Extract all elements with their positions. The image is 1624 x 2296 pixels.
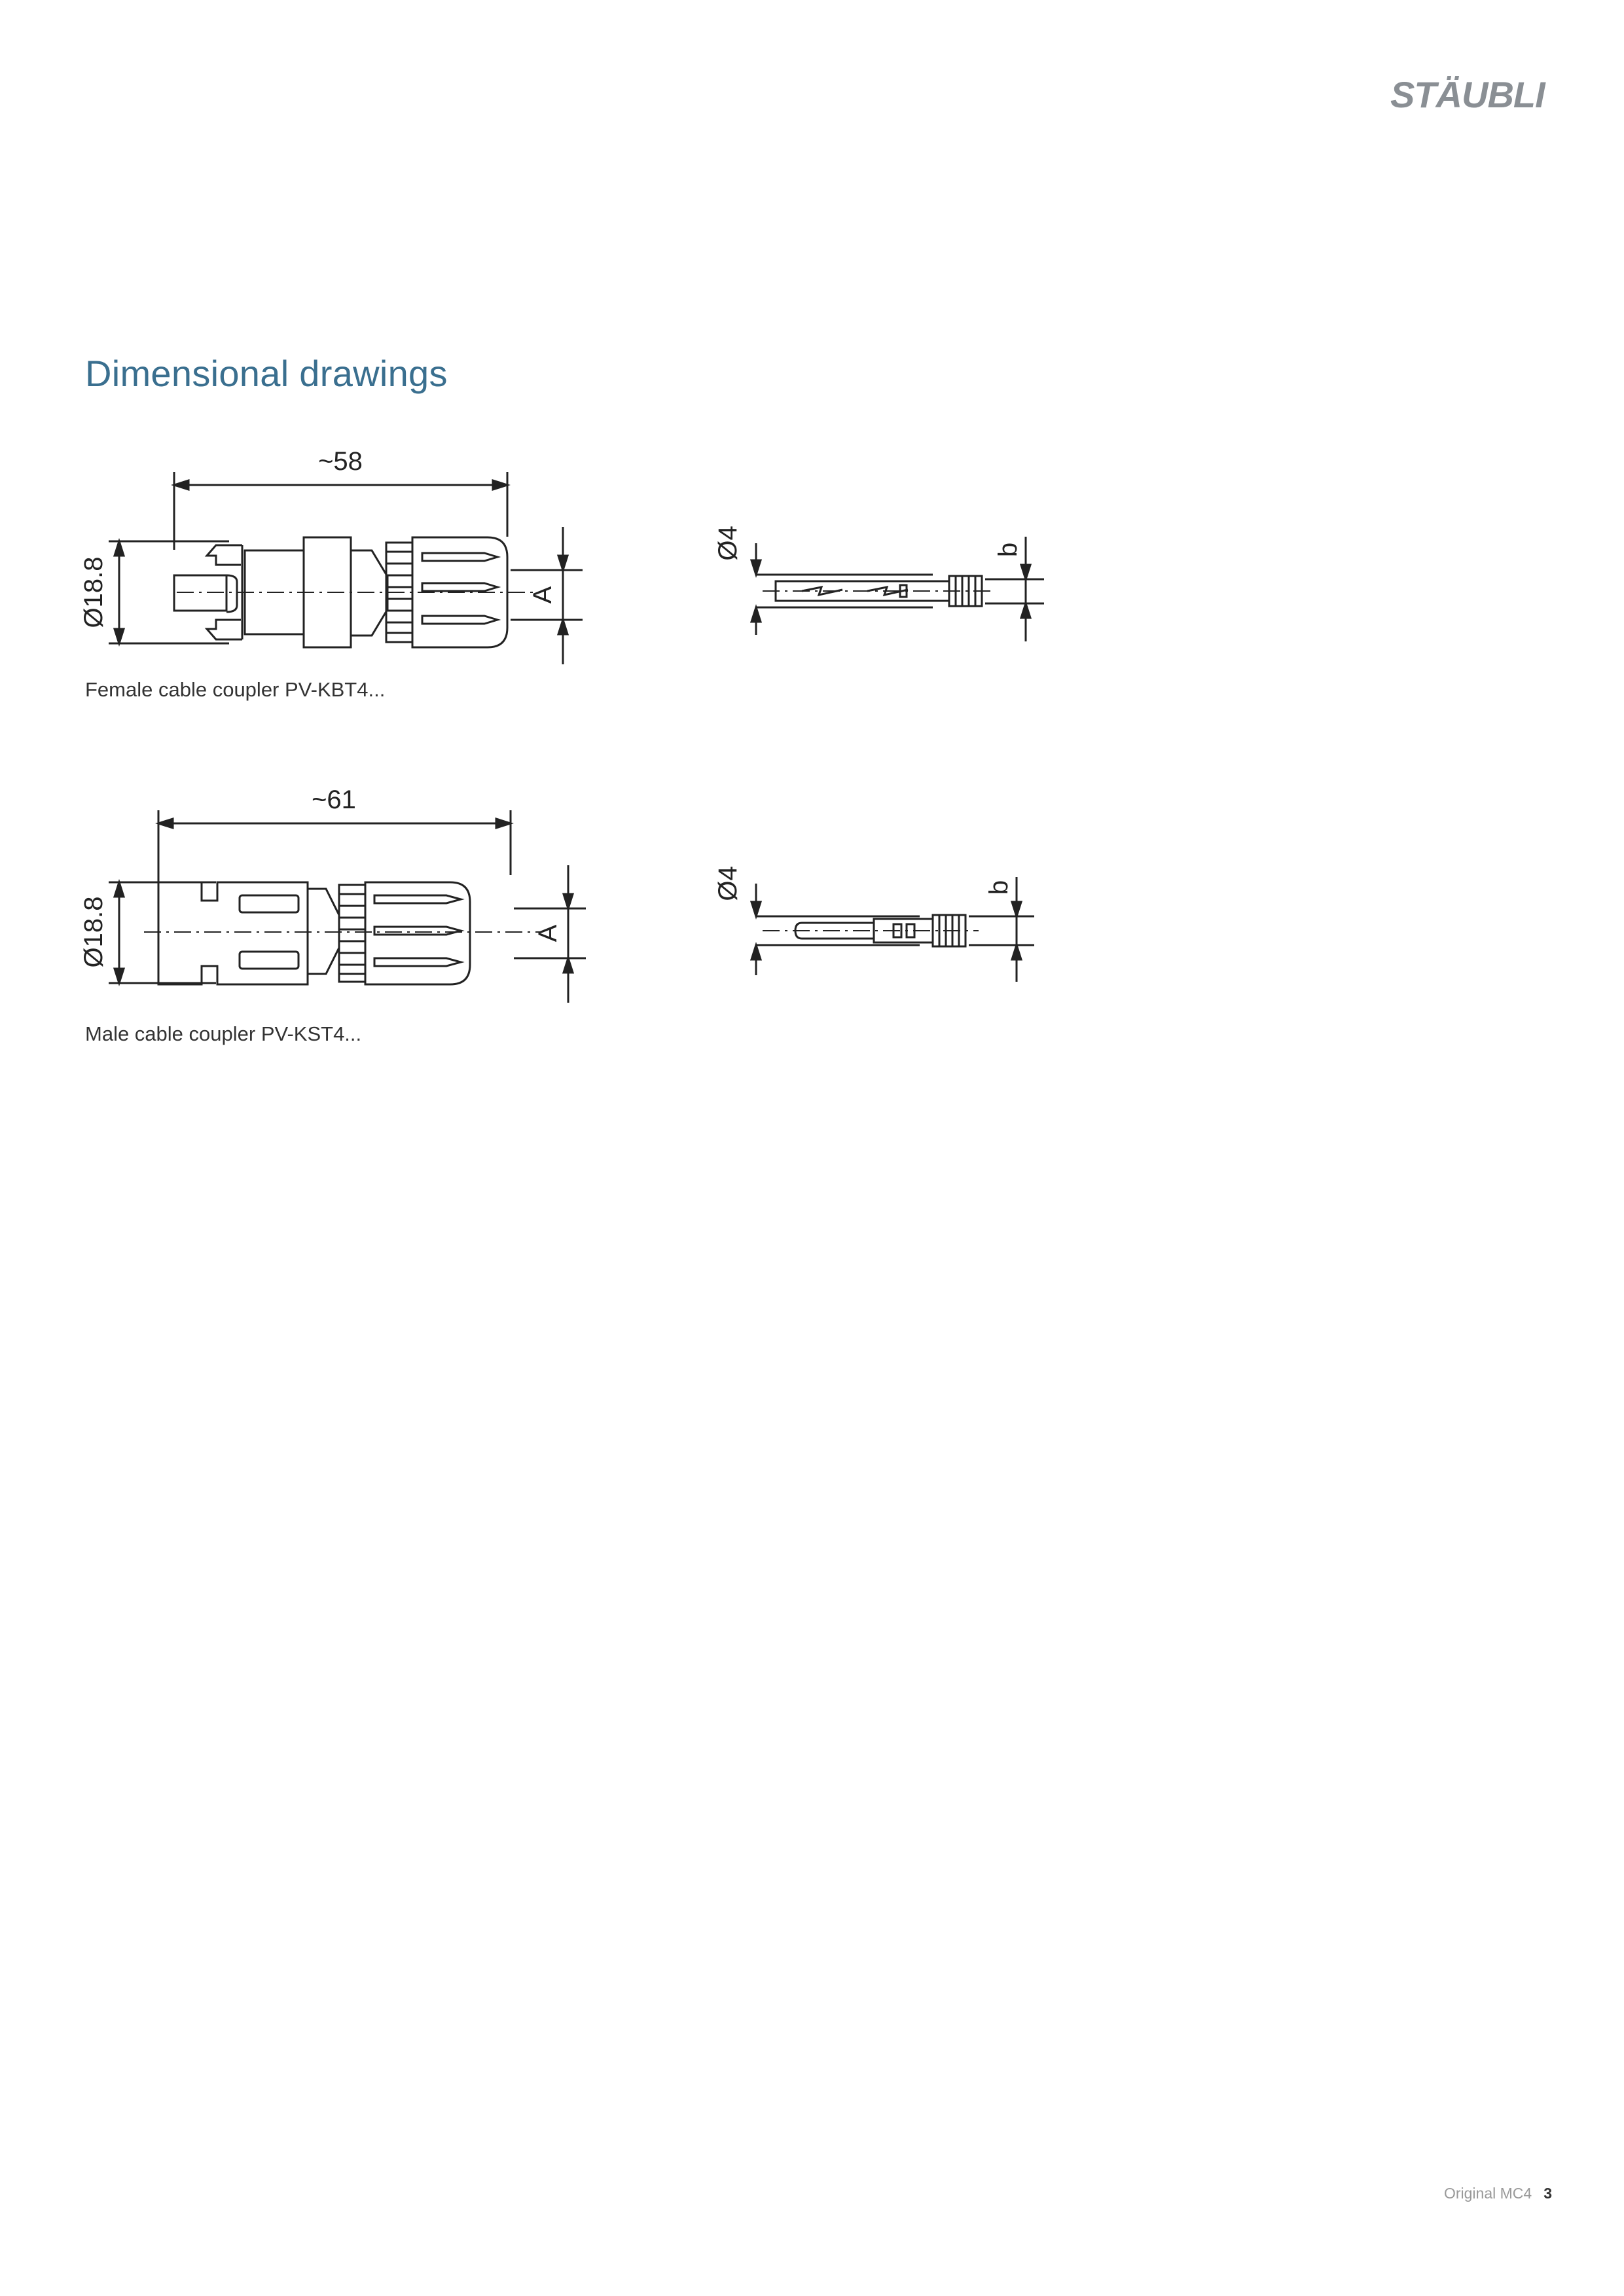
male-coupler-cable-label: A xyxy=(533,924,562,942)
male-contact-drawing xyxy=(704,844,1070,1001)
staubli-logo xyxy=(1388,71,1564,117)
male-coupler-diameter-label: Ø18.8 xyxy=(79,896,108,968)
male-contact-diameter-label: Ø4 xyxy=(713,866,742,901)
female-coupler-drawing xyxy=(79,435,602,677)
female-contact-b-label: b xyxy=(994,542,1022,558)
female-coupler-diameter-label: Ø18.8 xyxy=(79,556,108,628)
page-title: Dimensional drawings xyxy=(85,353,448,394)
page-number: 3 xyxy=(1543,2185,1552,2202)
female-coupler-cable-label: A xyxy=(528,586,557,604)
male-coupler-drawing xyxy=(79,774,602,1016)
male-coupler-length-label: ~61 xyxy=(312,785,356,814)
male-contact-b-label: b xyxy=(984,880,1013,895)
page-footer xyxy=(1444,2185,1552,2202)
female-contact-drawing xyxy=(704,504,1070,661)
male-coupler-caption: Male cable coupler PV-KST4... xyxy=(85,1022,362,1045)
footer-doc-name: Original MC4 xyxy=(1443,2185,1532,2202)
female-coupler-length-label: ~58 xyxy=(318,447,363,476)
logo-text: STÄUBLI xyxy=(1390,74,1545,115)
female-coupler-caption: Female cable coupler PV-KBT4... xyxy=(85,678,386,701)
female-contact-diameter-label: Ø4 xyxy=(713,526,742,561)
